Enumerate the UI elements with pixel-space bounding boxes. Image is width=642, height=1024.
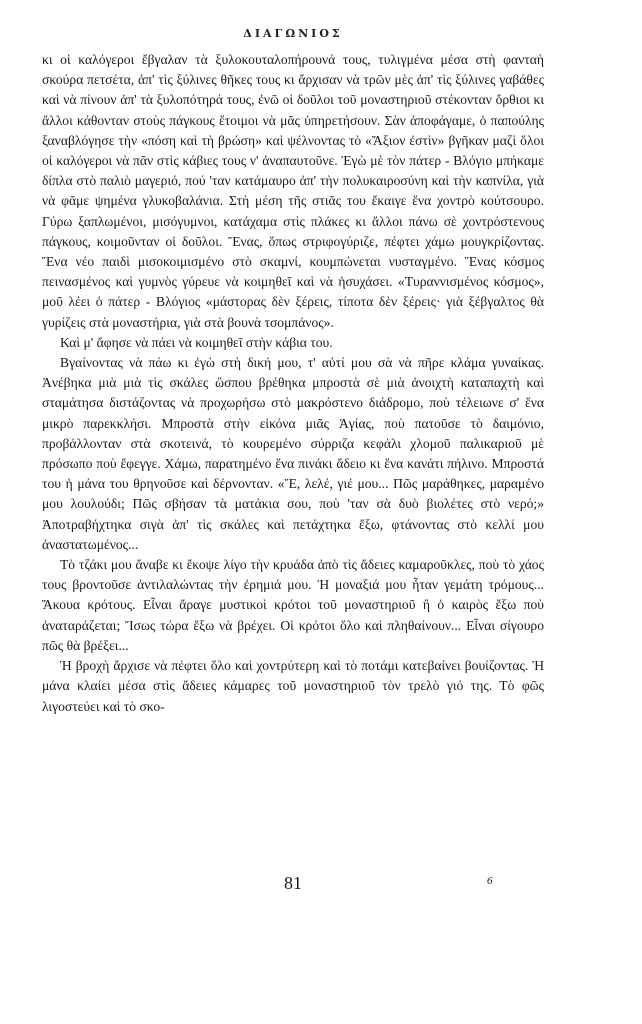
page-footer (42, 873, 544, 897)
paragraph: Τὸ τζάκι μου ἄναβε κι ἔκοψε λίγο τὴν κρυάδα ἀπὸ τὶς ἄδειες καμαροῦκλες, ποὺ τὸ χάος τους βροντοῦσε ἀντιλαλώντας τὴν ἐρημιά μου. Ἡ μοναξιά μου ἦταν γεμάτη τρόμους... Ἄκουα κρότους. Εἶναι ἄραγε μυστικοὶ κρότοι τοῦ μοναστηριοῦ ἢ ὁ καιρὸς ἔξω ποὺ ἀναταράζεται; Ἴσως τώρα ἔξω νὰ βρέχει. Οἱ κρότοι ὅλο καὶ πληθαίνουν... Εἶναι σίγουρο πῶς θὰ βρέξει... (42, 557, 544, 653)
paragraph: Καὶ μ' ἄφησε νὰ πάει νὰ κοιμηθεῖ στὴν κάβια του. (60, 334, 333, 350)
body-text (42, 50, 544, 717)
paragraph: Ἡ βροχὴ ἄρχισε νὰ πέφτει ὅλο καὶ χοντρύτερη καὶ τὸ ποτάμι κατεβαίνει βουίζοντας. Ἡ μάνα κλαίει μέσα στὶς ἄδειες κάμαρες τοῦ μοναστηριοῦ τὸν τρελὸ γιό της. Τὸ φῶς λιγοστεύει καὶ τὸ σκο- (42, 658, 544, 714)
signature-mark: 6 (487, 875, 493, 887)
page-number: 81 (284, 873, 302, 893)
paragraph: κι οἱ καλόγεροι ἔβγαλαν τὰ ξυλοκουταλοπήρουνά τους, τυλιγμένα μέσα στὴ φανταὴ σκούρα πετσέτα, ἀπ' τὶς ξύλινες θῆκες τους κι ἄρχισαν νὰ τρῶν μὲς ἀπ' τὶς ξύλινες γαβάθες καὶ νὰ πίνουν ἀπ' τὰ ξυλοπότηρά τους, ἐνῶ οἱ δοῦλοι τοῦ μοναστηριοῦ στέκονταν ὄρθιοι κι ἄλλοι κάθονταν στοὺς πάγκους ἕτοιμοι νὰ μᾶς ὑπηρετήσουν. Σὰν ἀποφάγαμε, ὁ παπούλης ξαναβλόγησε τὴν «πόση καὶ τὴ βρώση» καὶ ψέλνοντας τὸ «Ἄξιον ἐστὶν» βγῆκαν μαζὶ ὅλοι οἱ καλόγεροι νὰ πᾶν στὶς κάβιες τους ν' ἀναπαυτοῦνε. Ἐγὼ μὲ τὸν πάτερ - Βλόγιο μπήκαμε δίπλα στὸ παλιὸ μαγεριό, πού 'ταν κατάμαυρο ἀπ' τὴν πολυκαιροσύνη καὶ τὴν καπνίλα, γιὰ νὰ φᾶμε ψημένα γλυκοβαλάνια. Στὴ μέση τῆς στιᾶς του ἔκαιγε ἕνα χοντρὸ κούτσουρο. Γύρω ξαπλωμένοι, μισόγυμνοι, κατάχαμα στὶς πλάκες κι ἄλλοι πάνω σὲ χοντρόστενους πάγκους, κοιμοῦνταν οἱ δοῦλοι. Ἕνας, ὅπως στριφογύριζε, πέφτει χάμω μουγκρίζοντας. Ἕνα νέο παιδὶ μισοκοιμισμένο στὸ σκαμνί, κουμπώνεται νυσταγμένο. Ἕνας κόσμος πεινασμένος καὶ γυμνὸς γύρευε νὰ κοιμηθεῖ καὶ νὰ ἡσυχάσει. «Τυραννισμένος κόσμος», μοῦ λέει ὁ πάτερ - Βλόγιος «μάστορας δὲν ξέρεις, τίποτα δὲν ξέρεις· γιὰ ξέβγαλτος θὰ γυρίζεις στὰ μοναστήρια, γιὰ στὰ βουνὰ τσομπάνος». (42, 52, 544, 330)
paragraph: Βγαίνοντας νὰ πάω κι ἐγὼ στὴ δική μου, τ' αὐτί μου σὰ νὰ πῆρε κλάμα γυναίκας. Ἀνέβηκα μιὰ μιὰ τὶς σκάλες ὥσπου βρέθηκα μπροστὰ σὲ μιὰ ἀνοιχτὴ καταπαχτὴ καὶ σταμάτησα διστάζοντας νὰ προχωρήσω στὸ μακρόστενο διάδρομο, ποὺ τέλειωνε σ' ἕνα μικρὸ παρεκκλήσι. Μπροστὰ στὴν εἰκόνα μιᾶς Ἁγίας, ποὺ πατοῦσε τὸ δαιμόνιο, προβάλλονταν στὰ σκοτεινά, τὸ κουρεμένο σύρριζα κεφάλι χλομοῦ παλικαριοῦ μὲ πρόσωπο ποὺ ἔφεγγε. Χάμω, παρατημένο ἕνα πινάκι ἄδειο κι ἕνα κανάτι πήλινο. Μπροστά του ἡ μάνα του θρηνοῦσε καὶ δέρνονταν. «Ἔ, λελέ, γιέ μου... Πῶς μαράθηκες, μαραμένο μου λουλούδι; Πῶς σβήσαν τὰ ματάκια σου, ποὺ 'ταν σὰ δυὸ βιολέτες στὸ νερό;» Ἀποτραβήχτηκα σιγὰ ἀπ' τὶς σκάλες καὶ πετάχτηκα ἔξω, φτάνοντας στὸ κελλί μου ἀναστατωμένος... (42, 355, 544, 552)
book-page (42, 0, 544, 1024)
running-header: ΔΙΑΓΩΝΙΟΣ (243, 27, 343, 40)
